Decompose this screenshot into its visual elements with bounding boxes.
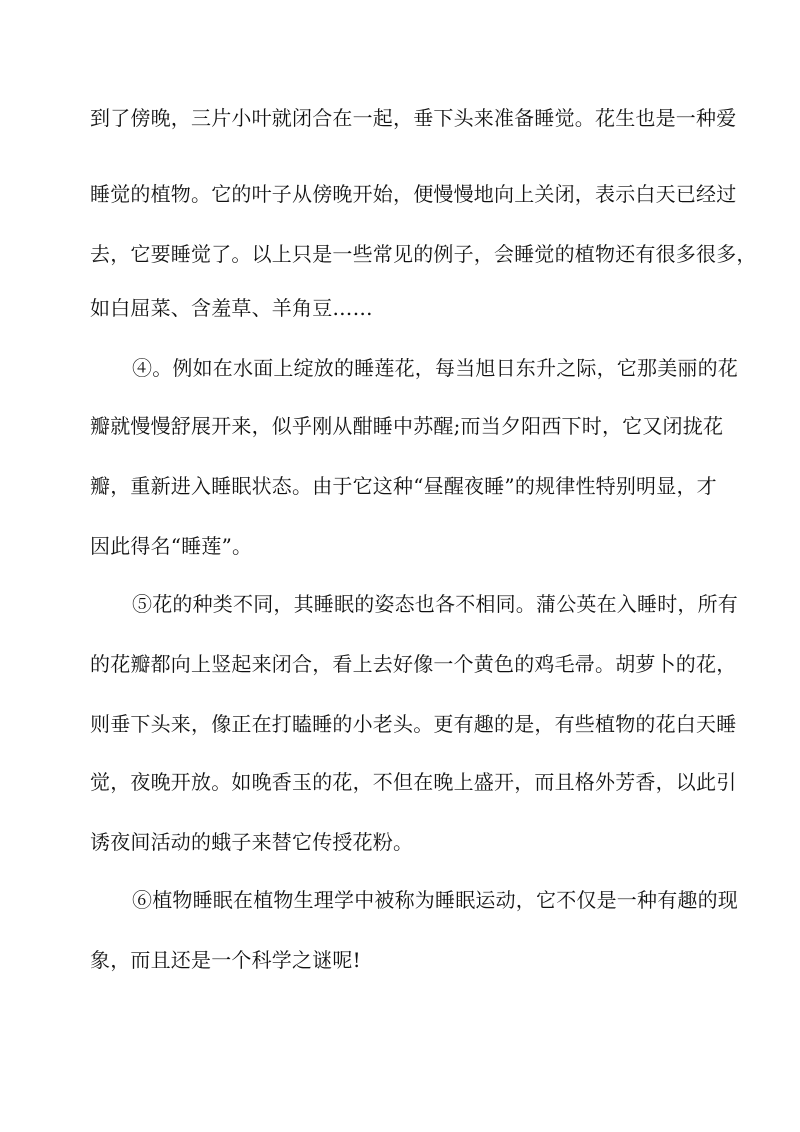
text-line-3: 去，它要睡觉了。以上只是一些常见的例子，会睡觉的植物还有很多很多，: [90, 242, 757, 266]
text-line-15: 象，而且还是一个科学之谜呢!: [90, 948, 361, 972]
text-line-7: 瓣，重新进入睡眠状态。由于它这种“昼醒夜睡”的规律性特别明显，才: [90, 474, 717, 498]
text-line-2: 睡觉的植物。它的叶子从傍晚开始，便慢慢地向上关闭，表示白天已经过: [90, 182, 737, 206]
text-line-13: 诱夜间活动的蛾子来替它传授花粉。: [90, 830, 414, 854]
text-line-11: 则垂下头来，像正在打瞌睡的小老头。更有趣的是，有些植物的花白天睡: [90, 712, 737, 736]
text-line-12: 觉，夜晚开放。如晚香玉的花，不但在晚上盛开，而且格外芳香，以此引: [90, 770, 737, 794]
text-line-1: 到了傍晚，三片小叶就闭合在一起，垂下头来准备睡觉。花生也是一种爱: [90, 106, 737, 130]
text-line-10: 的花瓣都向上竖起来闭合，看上去好像一个黄色的鸡毛帚。胡萝卜的花，: [90, 652, 737, 676]
text-line-6: 瓣就慢慢舒展开来，似乎刚从酣睡中苏醒;而当夕阳西下时，它又闭拢花: [90, 414, 724, 438]
text-line-4: 如白屈菜、含羞草、羊角豆……: [90, 296, 373, 320]
text-line-8: 因此得名“睡莲”。: [90, 534, 253, 558]
paragraph-5-first-line: ⑤花的种类不同，其睡眠的姿态也各不相同。蒲公英在入睡时，所有: [132, 592, 738, 616]
paragraph-4-first-line: ④。例如在水面上绽放的睡莲花，每当旭日东升之际，它那美丽的花: [132, 356, 738, 380]
paragraph-6-first-line: ⑥植物睡眠在植物生理学中被称为睡眠运动，它不仅是一种有趣的现: [132, 888, 738, 912]
